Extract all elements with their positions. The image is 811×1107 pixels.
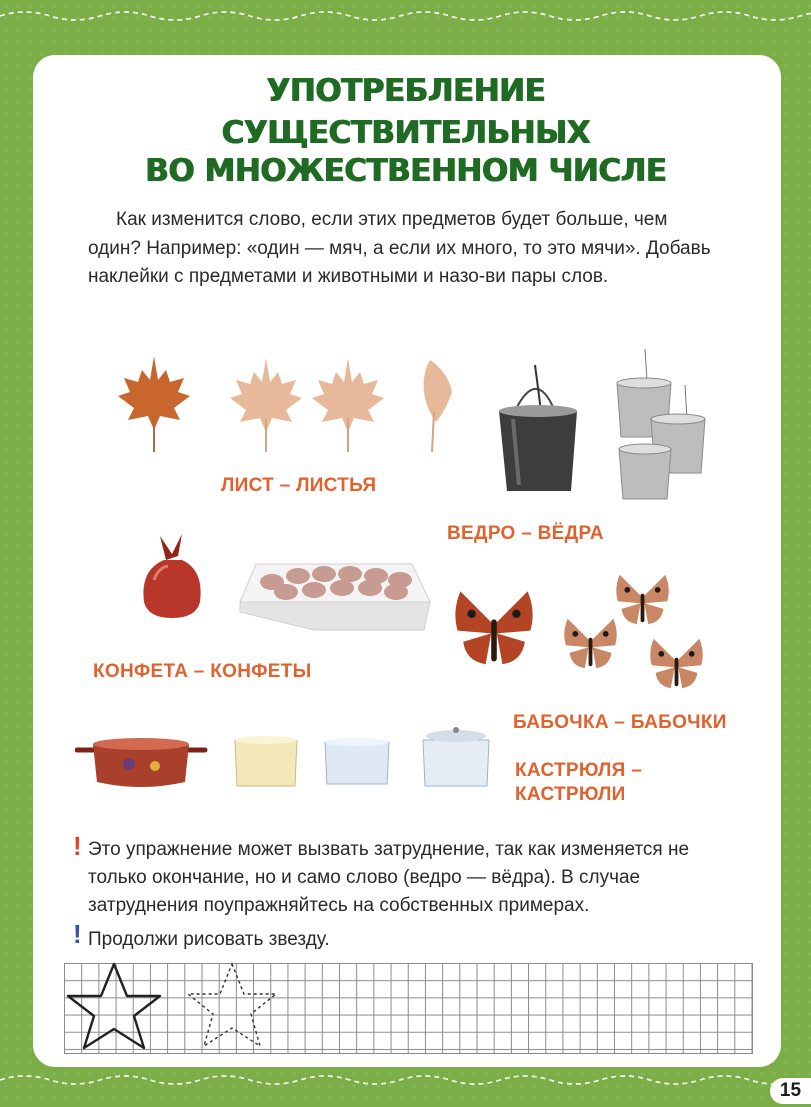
- leaves-group-icon: [230, 358, 452, 452]
- pair-label-candy: КОНФЕТА – КОНФЕТЫ: [93, 661, 312, 682]
- pair-label-pot-line2: КАСТРЮЛИ: [515, 784, 626, 805]
- single-bucket-icon: [499, 365, 577, 491]
- note-exclamation-blue-icon: !: [73, 919, 82, 949]
- pots-illustration: [75, 722, 495, 794]
- candy-box-icon: [240, 564, 430, 630]
- pair-label-butterfly: БАБОЧКА – БАБОЧКИ: [513, 712, 727, 733]
- title-line-2: СУЩЕСТВИТЕЛЬНЫХ: [221, 115, 590, 151]
- bottom-dashed-wave: [0, 1070, 811, 1090]
- single-butterfly-icon: [455, 591, 532, 664]
- title-line-3: ВО МНОЖЕСТВЕННОМ ЧИСЛЕ: [144, 153, 667, 189]
- page-number: 15: [770, 1078, 811, 1104]
- dashed-star-icon: [188, 964, 276, 1046]
- note-star-task: Продолжи рисовать звезду.: [88, 929, 330, 950]
- pair-label-pot-line1: КАСТРЮЛЯ –: [515, 760, 643, 781]
- title-line-1: УПОТРЕБЛЕНИЕ: [266, 73, 545, 109]
- buckets-illustration: [495, 345, 710, 505]
- intro-paragraph: Как изменится слово, если этих предметов будет больше, чем один? Например: «один — мяч, а если их много, то это мячи». Добавь наклейки с предметами и животными и назо-ви пары слов.: [88, 209, 711, 287]
- single-leaf-icon: [118, 356, 190, 452]
- solid-star-icon: [68, 964, 160, 1048]
- pair-label-bucket: ВЕДРО – ВЁДРА: [447, 523, 604, 544]
- maple-leaves-illustration: [108, 352, 468, 456]
- buckets-group-icon: [617, 349, 705, 499]
- candy-illustration: [138, 530, 436, 640]
- butterflies-group-icon: [564, 575, 702, 688]
- single-pot-icon: [77, 738, 205, 787]
- single-candy-icon: [143, 534, 200, 618]
- butterflies-illustration: [450, 565, 715, 690]
- note-parent-hint: Это упражнение может вызвать затруднение, так как изменяется не только окончание, но и само слово (ведро — вёдра). В случае затруднения поупражняйтесь на собственных примерах.: [88, 839, 690, 916]
- pair-label-leaf: ЛИСТ – ЛИСТЬЯ: [221, 475, 377, 496]
- pots-group-icon: [235, 727, 489, 786]
- top-dashed-wave: [0, 6, 811, 26]
- stars-illustration: [64, 958, 284, 1058]
- note-exclamation-red-icon: !: [73, 831, 82, 861]
